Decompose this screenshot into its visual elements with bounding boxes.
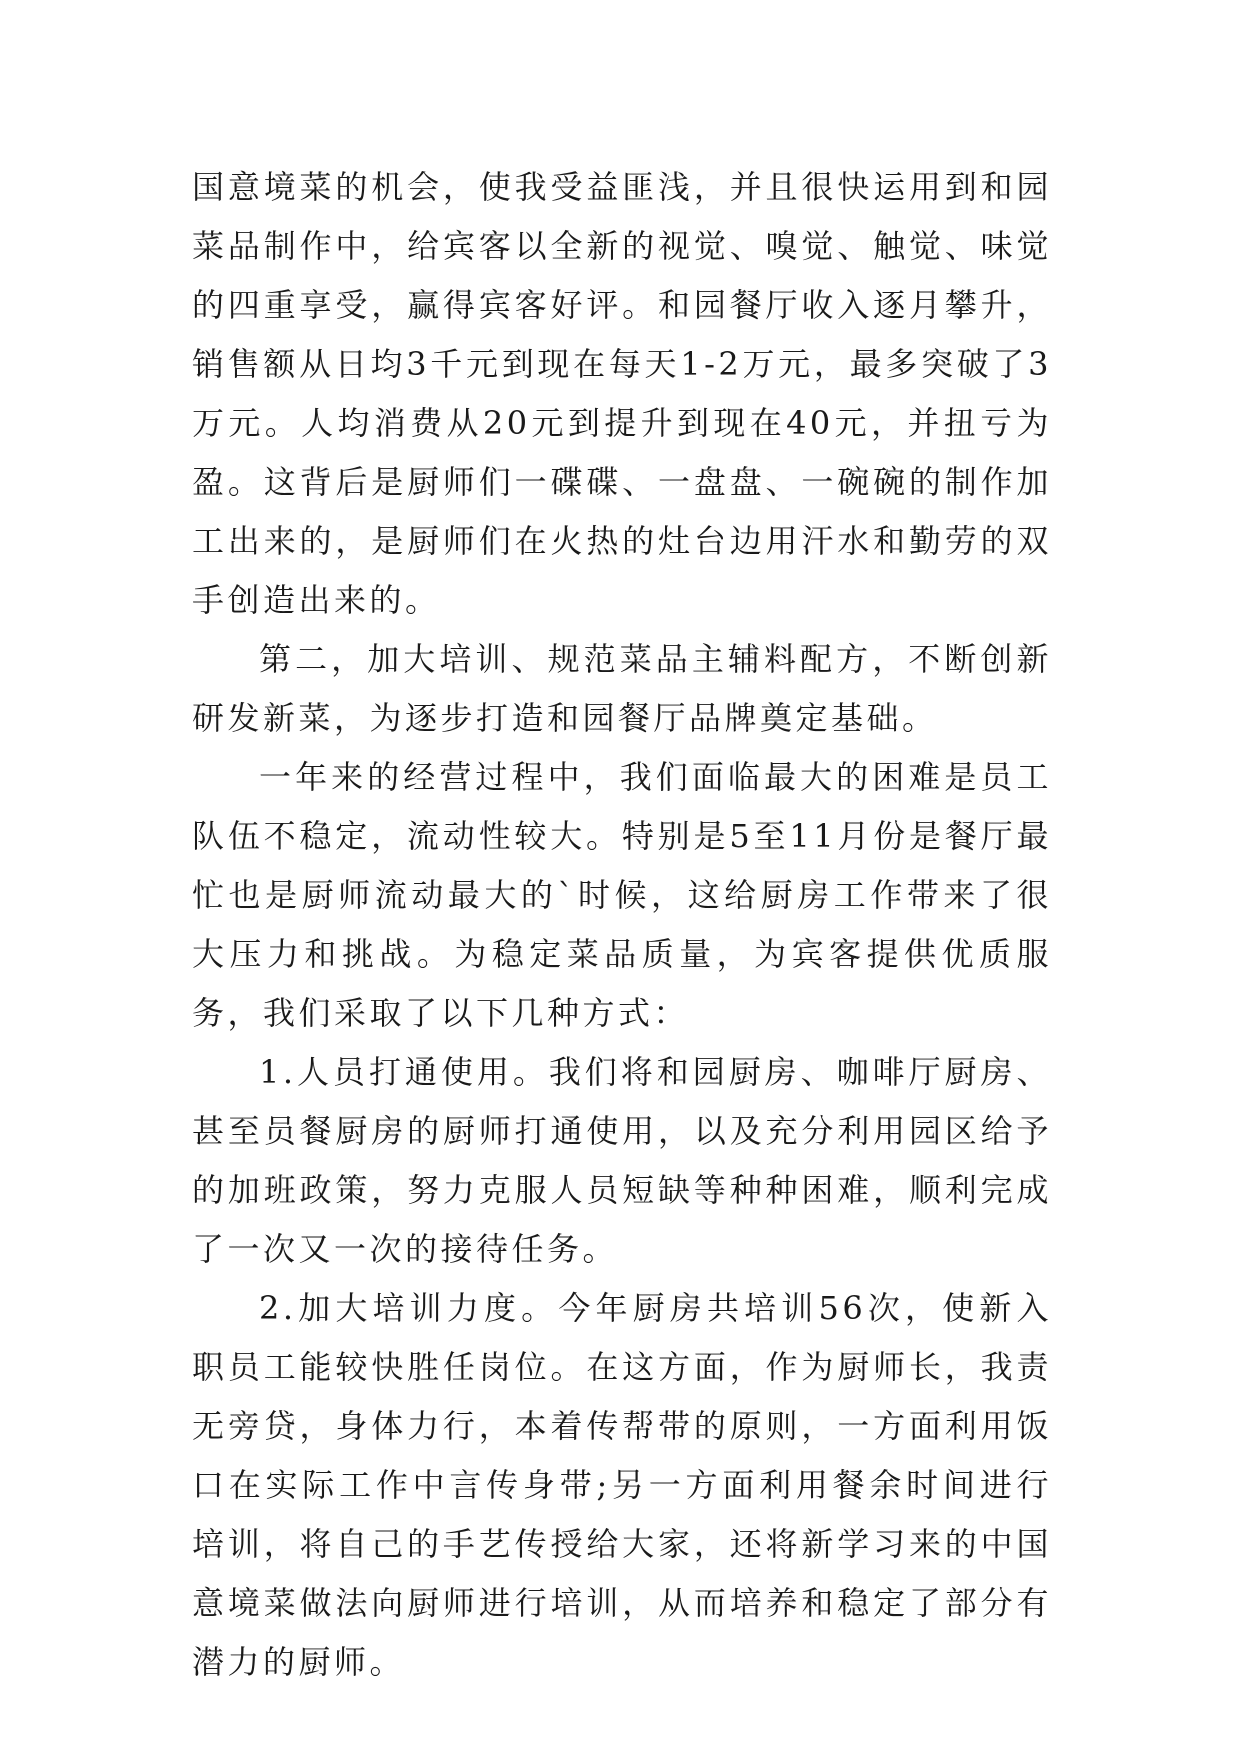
paragraph-item-two: 2.加大培训力度。今年厨房共培训56次，使新入职员工能较快胜任岗位。在这方面，作为厨师长，我责无旁贷，身体力行，本着传帮带的原则，一方面利用饭口在实际工作中言传身带;另一方面利用餐余时间进行培训，将自己的手艺传授给大家，还将新学习来的中国意境菜做法向厨师进行培训，从而培养和稳定了部分有潜力的厨师。	[192, 1289, 1052, 1681]
paragraph-section-two-heading: 第二，加大培训、规范菜品主辅料配方，不断创新研发新菜，为逐步打造和园餐厅品牌奠定基础。	[192, 640, 1052, 737]
document-body	[192, 158, 1052, 1692]
paragraph-staffing-challenge: 一年来的经营过程中，我们面临最大的困难是员工队伍不稳定，流动性较大。特别是5至11月份是餐厅最忙也是厨师流动最大的`时候，这给厨房工作带来了很大压力和挑战。为稳定菜品质量，为宾客提供优质服务，我们采取了以下几种方式：	[192, 758, 1052, 1032]
paragraph-item-one: 1.人员打通使用。我们将和园厨房、咖啡厅厨房、甚至员餐厨房的厨师打通使用，以及充分利用园区给予的加班政策，努力克服人员短缺等种种困难，顺利完成了一次又一次的接待任务。	[192, 1053, 1052, 1268]
paragraph-continuation: 国意境菜的机会，使我受益匪浅，并且很快运用到和园菜品制作中，给宾客以全新的视觉、嗅觉、触觉、味觉的四重享受，赢得宾客好评。和园餐厅收入逐月攀升，销售额从日均3千元到现在每天1-2万元，最多突破了3万元。人均消费从20元到提升到现在40元，并扭亏为盈。这背后是厨师们一碟碟、一盘盘、一碗碗的制作加工出来的，是厨师们在火热的灶台边用汗水和勤劳的双手创造出来的。	[192, 168, 1052, 619]
